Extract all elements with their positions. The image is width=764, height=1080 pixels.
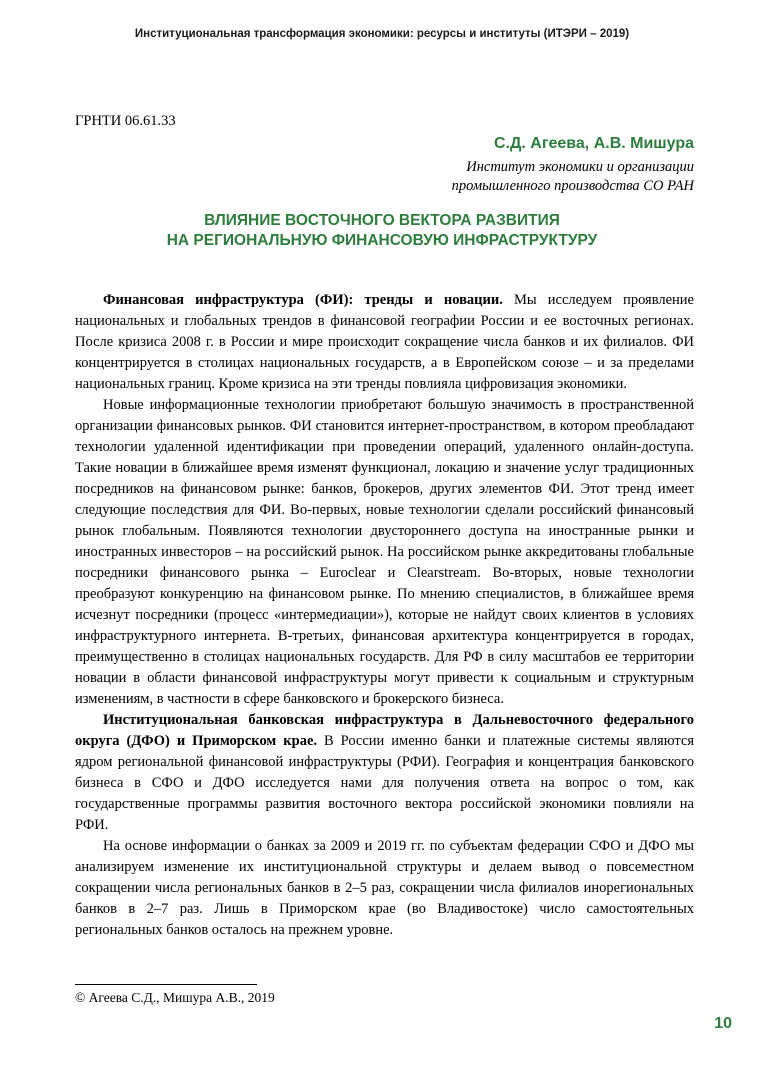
paragraph-3-lead: Институциональная банковская инфраструктура в Дальневосточного федерального округа (ДФО) и Приморском крае. (75, 712, 694, 749)
paragraph-1 (75, 290, 694, 395)
paragraph-4 (75, 836, 694, 941)
paragraph-4-text: На основе информации о банках за 2009 и 2019 гг. по субъектам федерации СФО и ДФО мы анализируем изменение их институциональной структуры и делаем вывод о повсеместном сокращении числа региональных банков в 2–5 раз, сокращении числа филиалов инорегиональных банков в 2–7 раз. Лишь в Приморском крае (во Владивостоке) число самостоятельных региональных банков осталось на прежнем уровне. (75, 838, 694, 938)
paragraph-2-text: Новые информационные технологии приобретают большую значимость в пространственной организации финансовых рынков. ФИ становится интернет-пространством, в котором преобладают технологии удаленной идентификации при проведении операций, удаленного онлайн-доступа. Такие новации в ближайшее время изменят функционал, локацию и значение услуг традиционных посредников на финансовом рынке: банков, брокеров, других элементов ФИ. Этот тренд имеет следующие последствия для ФИ. Во-первых, новые технологии сделали российский финансовый рынок глобальным. Появляются технологии двустороннего доступа на иностранные рынки и иностранных инвесторов – на российский рынок. На российском рынке аккредитованы глобальные посредники финансового рынка – Euroclear и Clearstream. Во-вторых, новые технологии преобразуют конкуренцию на финансовом рынке. По мнению специалистов, в ближайшее время исчезнут посредники (процесс «интермедиации»), которые не найдут своих клиентов в условиях инфраструктурного интернета. В-третьих, финансовая архитектура концентрируется в городах, преимущественно в столицах национальных государств. Для РФ в силу масштабов ее территории новации в области финансовой инфраструктуры могут привести к социальным и структурным изменениям, в частности в сфере банковского и брокерского бизнеса. (75, 397, 694, 707)
body-text (75, 290, 694, 941)
running-head: Институциональная трансформация экономики: ресурсы и институты (ИТЭРИ – 2019) (134, 28, 630, 40)
affiliation-line-2: промышленного производства СО РАН (451, 178, 694, 194)
affiliation (452, 158, 694, 196)
paragraph-3 (75, 710, 694, 836)
grnti-code: ГРНТИ 06.61.33 (75, 113, 176, 129)
page-number: 10 (714, 1015, 732, 1032)
authors: С.Д. Агеева, А.В. Мишура (493, 135, 694, 152)
paper-title (0, 211, 764, 251)
affiliation-line-1: Институт экономики и организации (466, 159, 694, 175)
footnote-divider (75, 984, 257, 985)
paragraph-1-lead: Финансовая инфраструктура (ФИ): тренды и новации. (103, 292, 503, 308)
copyright-footnote: © Агеева С.Д., Мишура А.В., 2019 (75, 990, 275, 1005)
title-line-1: ВЛИЯНИЕ ВОСТОЧНОГО ВЕКТОРА РАЗВИТИЯ (204, 212, 560, 229)
paragraph-2 (75, 395, 694, 710)
title-line-2: НА РЕГИОНАЛЬНУЮ ФИНАНСОВУЮ ИНФРАСТРУКТУРУ (166, 232, 598, 249)
paragraph-1-text: Мы исследуем проявление национальных и глобальных трендов в финансовой географии России и ее восточных регионах. После кризиса 2008 г. в России и мире происходит сокращение числа банков и их филиалов. ФИ концентрируется в столицах национальных государств, а в Европейском союзе – и за пределами национальных границ. Кроме кризиса на эти тренды повлияла цифровизация экономики. (75, 292, 694, 392)
paragraph-3-text: В России именно банки и платежные системы являются ядром региональной финансовой инфраструктуры (РФИ). География и концентрация банковского бизнеса в СФО и ДФО исследуется нами для получения ответа на вопрос о том, как государственные программы развития восточного вектора российской экономики повлияли на РФИ. (75, 733, 694, 833)
